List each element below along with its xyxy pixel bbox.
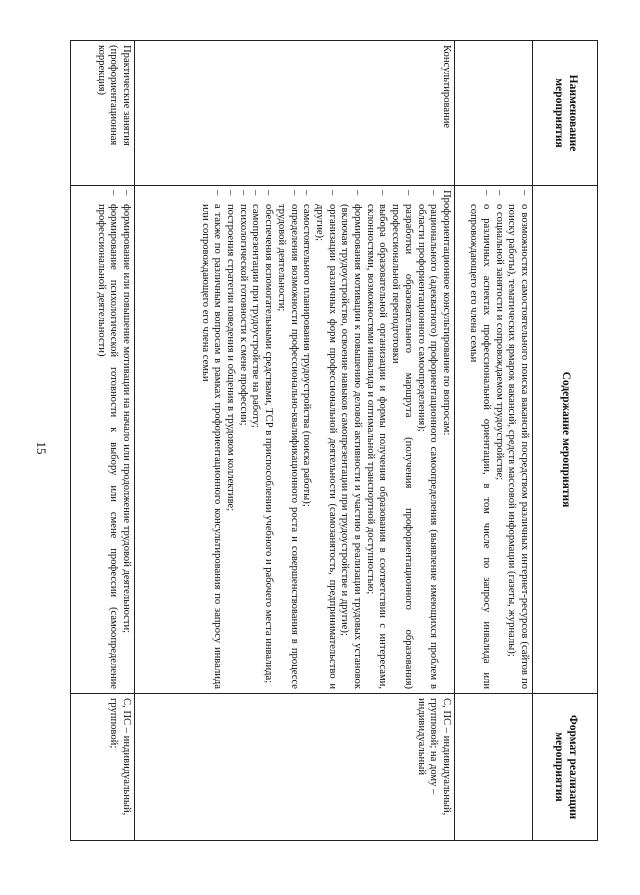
list-item: – о социальной занятости и сопровождаемом трудоустройстве; — [493, 190, 505, 481]
list-item: – психологической готовности к смене профессии; — [237, 190, 249, 426]
row-name-cell: Практические занятия (профориентационная коррекция) — [71, 41, 135, 186]
rotated-table-wrapper — [70, 40, 598, 840]
list-item: – разработки образовательного маршрута (получения профориентационного образования) профессиональной переподготовки — [390, 190, 414, 689]
list-item: – рационального (адекватного) профориентационного самоопределения (выявление имеющихся проблем в области профориентационного самоопределения); — [415, 190, 440, 689]
table-row — [71, 41, 135, 841]
list-item: – о различных аспектах профессиональной ориентации, в том числе по запросу инвалида или сопровождающего его члена семьи — [468, 190, 492, 689]
table-header-row — [533, 41, 598, 841]
table-row — [135, 41, 455, 841]
row-format-cell: С, ПС – индивидуальный, групповой; — [71, 694, 135, 841]
header-format: Формат реализации мероприятия — [533, 694, 598, 841]
list-item: – выбора образовательной организации и формы получения образования в соответствии с интересами, склонностями, возможностями инвалида и оптимальной транспортной доступностью; — [364, 190, 389, 689]
row-name-cell — [455, 41, 533, 186]
header-content: Содержание мероприятия — [533, 186, 598, 694]
page-number: 15 — [34, 441, 49, 455]
header-name: Наименование мероприятия — [533, 41, 598, 186]
list-item: – формирование психологической готовности к выбору или смене профессии (самоопределение профессиональной деятельности) — [95, 190, 120, 689]
list-item: – а также по различным вопросам в рамках профориентационного консультирования по запросу инвалида или сопровождающего его члена семьи — [199, 190, 224, 689]
list-item: – формирования мотивации к повышению деловой активности и участию в реализации трудовых установок (включая трудоустройство, освоение навыков самопрезентации при трудоустройстве и другие); — [339, 190, 364, 689]
row-content-cell — [455, 186, 533, 694]
row-content-cell — [135, 186, 455, 694]
list-item: – самопрезентации при трудоустройстве на работу; — [250, 190, 262, 428]
list-item: – построения стратегии поведения и общения в трудовом коллективе; — [225, 190, 237, 512]
list-item: – организации различных форм профессиональной деятельности (самозанятость, предпринимательство и другие); — [313, 190, 338, 689]
list-item: – формирование или повышение мотивации на начало или продолжение трудовой деятельности; — [121, 190, 132, 634]
row-name-cell: Консультирование — [135, 41, 455, 186]
list-item: – о возможностях самостоятельного поиска вакансий посредством различных интернет-ресурсов (сайтов по поиску работы), тематических ярмарок вакансий, средств массовой информации (газеты, журналы); — [506, 190, 530, 689]
list-item: – обеспечения вспомогательными средствами, ТСР в приспособлении учебного и рабочего места инвалида; — [263, 190, 275, 684]
list-item: – самостоятельного планирования трудоустройства (поиска работы); — [301, 190, 313, 507]
row-content-cell — [71, 186, 135, 694]
row-format-cell: С, ПС – индивидуальный, групповой; на дому – индивидуальный — [135, 694, 455, 841]
row-format-cell — [455, 694, 533, 841]
row-intro-text: Профориентационное консультирование по вопросам: — [441, 190, 452, 436]
list-item: – определения возможности профессионально-квалификационного роста и совершенствования в процессе трудовой деятельности; — [275, 190, 300, 689]
table-row — [455, 41, 533, 841]
activities-table — [70, 40, 598, 841]
